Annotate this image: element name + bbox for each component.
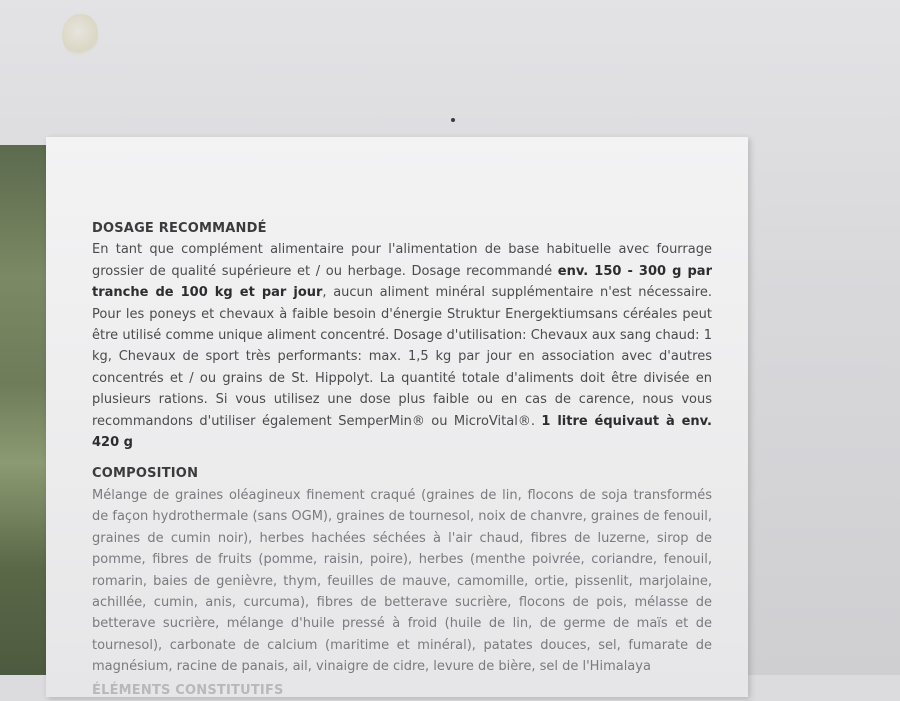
composition-paragraph: Mélange de graines oléagineux finement craqué (graines de lin, flocons de soja transformés de façon hydrothermale (sans OGM), graines de tournesol, noix de chanvre, graines de fenouil, graines de cumin noir), herbes hachées séchées à l'air chaud, fibres de luzerne, sirop de pomme, fibres de fruits (pomme, raisin, poire), herbes (menthe poivrée, coriandre, fenouil, romarin, baies de genièvre, thym, feuilles de mauve, camomille, ortie, pissenlit, marjolaine, achillée, cumin, anis, curcuma), fibres de betterave sucrière, flocons de pois, mélasse de betterave sucrière, mélange d'huile pressé à froid (huile de lin, de germe de maïs et de tournesol), carbonate de calcium (maritime et minéral), patates douces, sel, fumarate de magnésium, racine de panais, ail, vinaigre de cidre, levure de bière, sel de l'Himalaya xyxy=(92,487,712,675)
dosage-bold-2: 1 litre équivaut à env. 420 g xyxy=(92,413,712,451)
dosage-text-1: En tant que complément alimentaire pour l'alimentation de base habituelle avec fourrage grossier de qualité supérieure et / ou herbage. Dosage recommandé xyxy=(92,242,712,279)
label-text xyxy=(92,218,712,701)
paper-dot xyxy=(451,118,455,122)
dosage-paragraph xyxy=(92,239,712,453)
dosage-heading: DOSAGE RECOMMANDÉ xyxy=(92,221,267,236)
paper-stain xyxy=(62,14,98,58)
dosage-bold-1: env. 150 - 300 g par tranche de 100 kg et par jour xyxy=(92,263,712,301)
composition-heading: COMPOSITION xyxy=(92,466,199,482)
constituents-heading: ÉLÉMENTS CONSTITUTIFS xyxy=(92,682,284,698)
dosage-text-2: , aucun aliment minéral supplémentaire n'est nécessaire. Pour les poneys et chevaux à faible besoin d'énergie Struktur Energektiumsans céréales peut être utilisé comme unique aliment concentré. Dosage d'utilisation: Chevaux aux sang chaud: 1 kg, Chevaux de sport très performants: max. 1,5 kg par jour en association avec d'autres concentrés et / ou grains de St. Hippolyt. La quantité totale d'aliments doit être divisée en plusieurs rations. Si vous utilisez une dose plus faible ou en cas de carence, nous vous recommandons d'utiliser également SemperMin® ou MicroVital®. xyxy=(92,285,712,429)
background-photo xyxy=(0,145,48,675)
